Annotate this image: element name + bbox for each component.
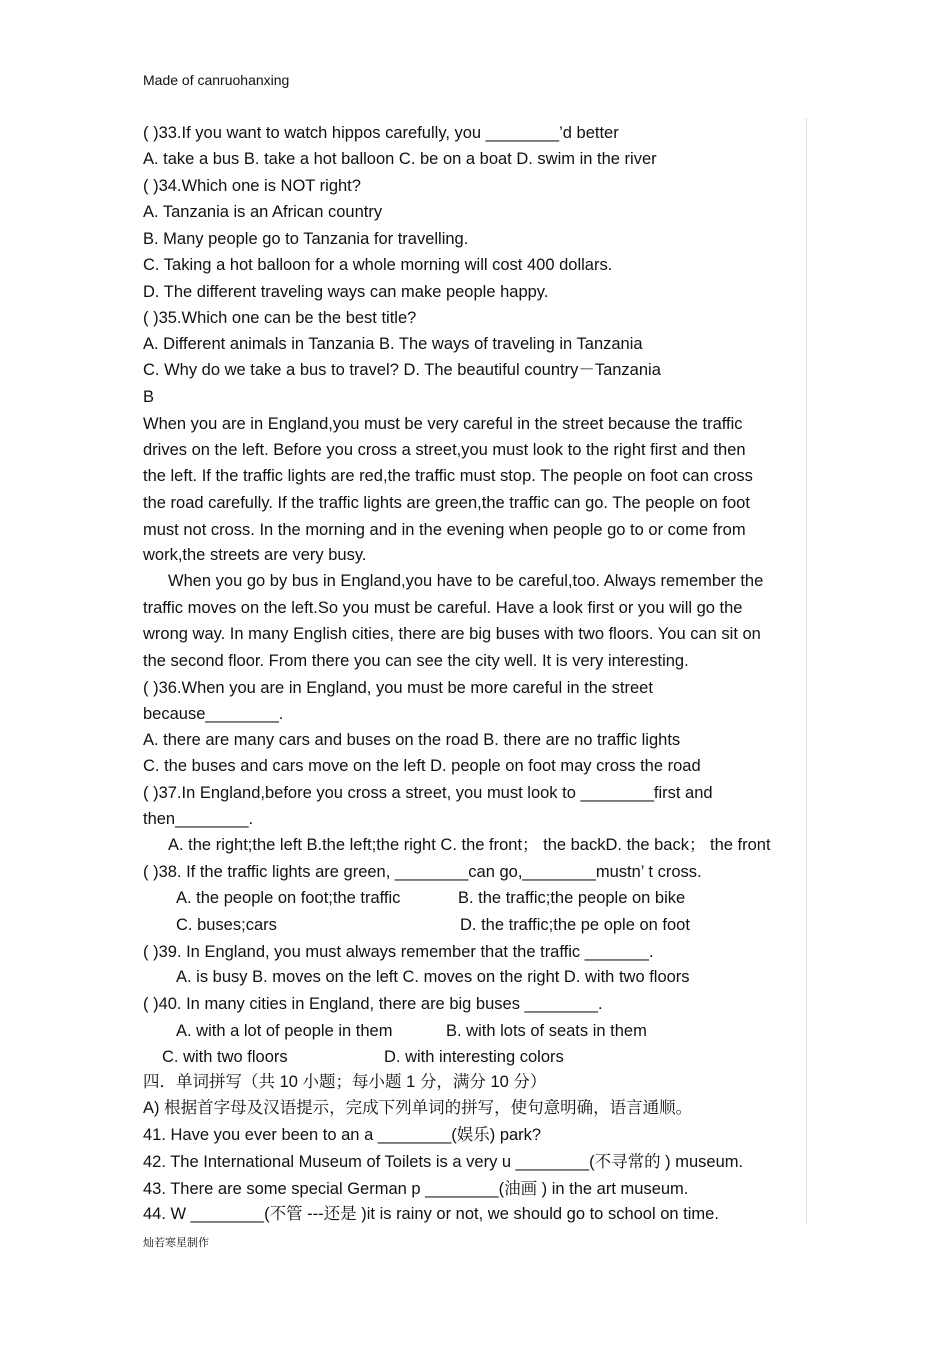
question-38-option-c: C. buses;cars [176, 916, 277, 934]
passage-line: traffic moves on the left.So you must be careful. Have a look first or you will go the [143, 599, 743, 617]
question-35: ( )35.Which one can be the best title? [143, 309, 417, 327]
passage-line: When you go by bus in England,you have to be careful,too. Always remember the [168, 572, 764, 590]
question-44: 44. W ________(不管 ---还是 )it is rainy or not, we should go to school on time. [143, 1205, 719, 1223]
passage-line: the second floor. From there you can see the city well. It is very interesting. [143, 652, 689, 670]
section-4-heading: 四．单词拼写（共 10 小题；每小题 1 分，满分 10 分） [143, 1073, 547, 1091]
question-34-option-d: D. The different traveling ways can make people happy. [143, 283, 549, 301]
question-34: ( )34.Which one is NOT right? [143, 177, 361, 195]
margin-rule [806, 118, 807, 1224]
question-34-option-c: C. Taking a hot balloon for a whole morning will cost 400 dollars. [143, 256, 613, 274]
question-33-options: A. take a bus B. take a hot balloon C. be on a boat D. swim in the river [143, 150, 657, 168]
question-36-options-cd: C. the buses and cars move on the left D. people on foot may cross the road [143, 757, 701, 775]
question-40: ( )40. In many cities in England, there are big buses ________. [143, 995, 603, 1013]
question-42: 42. The International Museum of Toilets is a very u ________(不寻常的 ) museum. [143, 1153, 744, 1171]
question-33: ( )33.If you want to watch hippos carefully, you ________’d better [143, 124, 619, 142]
question-41: 41. Have you ever been to an a ________(娱乐) park? [143, 1126, 542, 1144]
passage-line: work,the streets are very busy. [143, 546, 367, 564]
question-40-option-b: B. with lots of seats in them [446, 1022, 647, 1040]
question-35-options-cd: C. Why do we take a bus to travel? D. The beautiful country－Tanzania [143, 361, 661, 379]
passage-line: drives on the left. Before you cross a street,you must look to the right first and then [143, 441, 746, 459]
question-35-options-ab: A. Different animals in Tanzania B. The ways of traveling in Tanzania [143, 335, 643, 353]
question-38-option-a: A. the people on foot;the traffic [176, 889, 401, 907]
question-37-options: A. the right;the left B.the left;the right C. the front； the backD. the back； the front [168, 836, 771, 854]
question-34-option-b: B. Many people go to Tanzania for travelling. [143, 230, 469, 248]
page-footer: 灿若寒星制作 [143, 1237, 209, 1249]
question-38-option-b: B. the traffic;the people on bike [458, 889, 686, 907]
page-header: Made of canruohanxing [143, 72, 290, 88]
section-4a-instructions: A) 根据首字母及汉语提示，完成下列单词的拼写，使句意明确，语言通顺。 [143, 1099, 693, 1117]
passage-line: must not cross. In the morning and in the evening when people go to or come from [143, 521, 746, 539]
question-38: ( )38. If the traffic lights are green, ________can go,________mustn’ t cross. [143, 863, 702, 881]
question-39: ( )39. In England, you must always remember that the traffic _______. [143, 943, 654, 961]
question-36-options-ab: A. there are many cars and buses on the road B. there are no traffic lights [143, 731, 681, 749]
section-b-heading: B [143, 388, 155, 406]
question-40-option-c: C. with two floors [162, 1048, 288, 1066]
question-37-continued: then________. [143, 810, 254, 828]
passage-line: the left. If the traffic lights are red,the traffic must stop. The people on foot can cross [143, 467, 753, 485]
passage-line: When you are in England,you must be very careful in the street because the traffic [143, 415, 743, 433]
question-38-option-d: D. the traffic;the pe ople on foot [460, 916, 690, 934]
question-36: ( )36.When you are in England, you must be more careful in the street [143, 679, 653, 697]
passage-line: wrong way. In many English cities, there are big buses with two floors. You can sit on [143, 625, 761, 643]
question-37: ( )37.In England,before you cross a street, you must look to ________first and [143, 784, 713, 802]
question-40-option-d: D. with interesting colors [384, 1048, 564, 1066]
question-40-option-a: A. with a lot of people in them [176, 1022, 393, 1040]
question-43: 43. There are some special German p ________(油画 ) in the art museum. [143, 1180, 689, 1198]
question-34-option-a: A. Tanzania is an African country [143, 203, 383, 221]
question-36-continued: because________. [143, 705, 284, 723]
passage-line: the road carefully. If the traffic lights are green,the traffic can go. The people on foot [143, 494, 750, 512]
question-39-options: A. is busy B. moves on the left C. moves on the right D. with two floors [176, 968, 690, 986]
